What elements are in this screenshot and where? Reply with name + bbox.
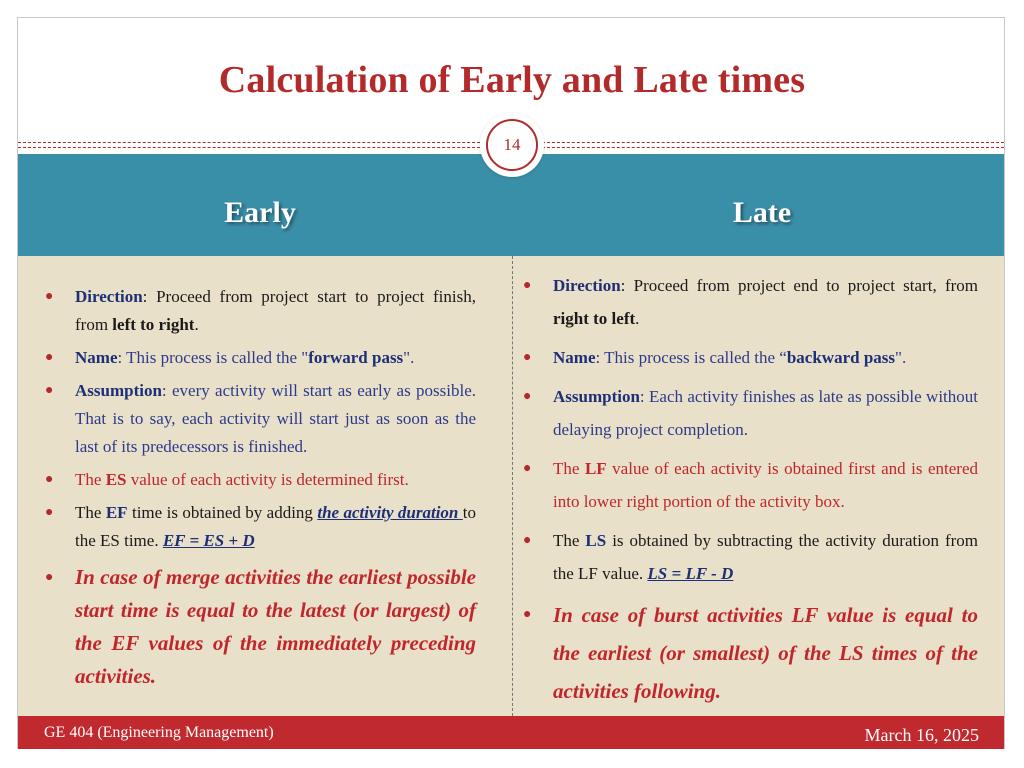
item-bold: ES [105,470,127,489]
list-item [45,466,476,494]
late-column [523,256,978,716]
item-text-end: . [194,315,199,334]
item-label: Direction [75,287,143,306]
bullet-dot-icon: ● [45,350,54,365]
item-bold: LF [584,459,607,478]
item-bold: backward pass [786,348,896,367]
item-label: Name [553,348,596,367]
item-text-end: to the ES time. [75,503,477,550]
early-heading: Early [224,196,296,229]
item-text-end: ". [895,348,907,367]
list-item [523,341,978,374]
bullet-dot-icon: ● [45,383,54,398]
list-item [45,561,476,693]
item-text: : Proceed from project end to project start, from [620,276,978,295]
list-item [523,596,978,710]
ef-formula: EF = ES + D [162,531,255,550]
bullet-dot-icon: ● [45,570,54,585]
item-text: : This process is called the " [117,348,309,367]
bullet-dot-icon: ● [523,350,532,365]
burst-note: In case of burst activities LF value is equal to the earliest (or smallest) of the LS times of the activities following. [553,603,978,703]
page-number-badge [480,113,544,177]
footer-date: March 16, 2025 [864,725,979,745]
list-item [45,499,477,555]
item-text: The [75,503,106,522]
list-item [523,452,978,518]
item-underline: the activity duration [317,503,463,522]
item-text-end: value of each activity is determined first. [126,470,409,489]
footer-course: GE 404 (Engineering Management) [44,724,274,741]
bullet-dot-icon: ● [45,472,54,487]
item-text: : Each activity finishes as late as possible without delaying project completion. [553,387,978,439]
list-item [523,269,978,335]
item-text: The [553,531,586,550]
item-bold: left to right [112,315,195,334]
item-text: The [75,470,106,489]
early-list [45,283,477,693]
item-text-end: value of each activity is obtained first and is entered into lower right portion of the activity box. [553,459,978,511]
item-bold: right to left [553,309,636,328]
late-heading: Late [732,196,792,229]
bullet-dot-icon: ● [523,533,532,548]
item-bold: EF [105,503,128,522]
slide-title: Calculation of Early and Late times [218,59,806,101]
list-item [523,524,978,590]
item-bold: forward pass [308,348,404,367]
bullet-dot-icon: ● [45,289,54,304]
item-text-end: . [635,309,640,328]
bullet-dot-icon: ● [523,278,532,293]
bullet-dot-icon: ● [523,607,532,622]
ls-formula: LS = LF - D [647,564,734,583]
item-label: Direction [553,276,621,295]
bullet-dot-icon: ● [523,461,532,476]
item-label: Assumption [553,387,640,406]
page-number: 14 [486,119,538,171]
item-text: : This process is called the “ [595,348,787,367]
bullet-dot-icon: ● [45,505,54,520]
item-label: Name [75,348,118,367]
item-text-end: ". [403,348,415,367]
bullet-dot-icon: ● [523,389,532,404]
item-bold: LS [585,531,607,550]
item-text: : every activity will start as early as possible. That is to say, each activity will start just as soon as the last of its predecessors is finished. [75,381,476,456]
late-list [523,269,978,710]
item-text-mid: time is obtained by adding [127,503,318,522]
list-item [45,344,476,372]
item-text-end: is obtained by subtracting the activity duration from the LF value. [553,531,978,583]
item-text: : Proceed from project start to project finish, from [75,287,476,334]
list-item [45,283,476,339]
item-text: The [553,459,585,478]
list-item [45,377,476,461]
early-column [45,256,477,698]
column-separator [512,256,513,716]
merge-note: In case of merge activities the earliest possible start time is equal to the latest (or largest) of the EF values of the immediately preceding activities. [75,565,476,688]
item-label: Assumption [75,381,162,400]
list-item [523,380,978,446]
